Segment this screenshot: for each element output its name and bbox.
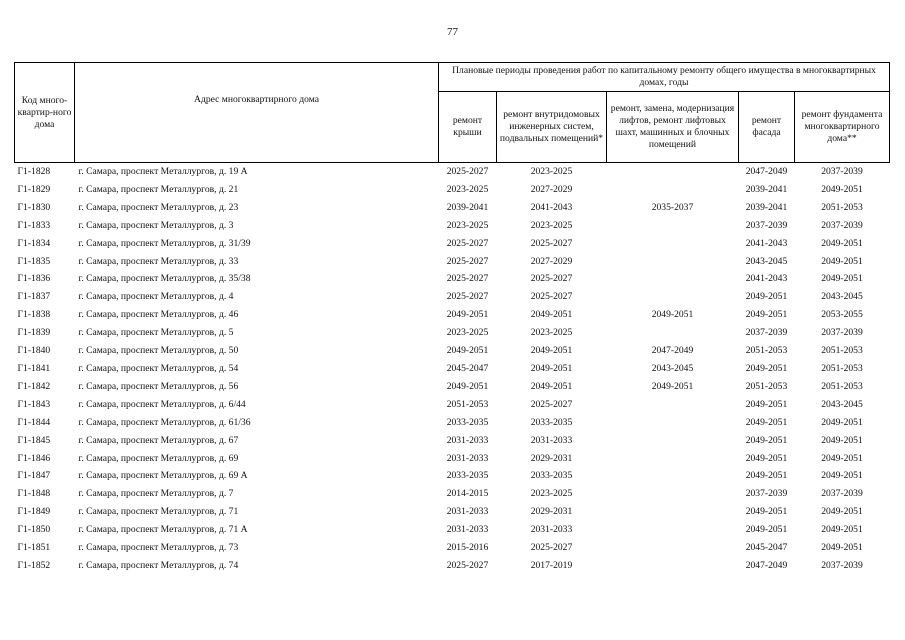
- table-row: [15, 557, 890, 575]
- cell-foundation: 2037-2039: [821, 219, 863, 231]
- cell-systems: 2031-2033: [530, 524, 573, 536]
- cell-roof: 2025-2027: [446, 559, 489, 571]
- cell-roof: 2025-2027: [446, 237, 489, 249]
- cell-facade: 2049-2051: [745, 291, 788, 303]
- table-header: [15, 63, 890, 163]
- cell-lifts: 2047-2049: [651, 345, 694, 357]
- cell-address: г. Самара, проспект Металлургов, д. 50: [78, 345, 239, 357]
- cell-code: Г1-1846: [17, 452, 51, 464]
- cell-code: Г1-1834: [17, 237, 51, 249]
- cell-roof: 2049-2051: [446, 309, 489, 321]
- cell-foundation: 2051-2053: [821, 362, 863, 374]
- cell-lifts: [607, 539, 739, 557]
- cell-lifts: [607, 235, 739, 253]
- table-row: [15, 521, 890, 539]
- cell-address: г. Самара, проспект Металлургов, д. 74: [78, 559, 239, 571]
- table-row: [15, 199, 890, 217]
- table-row: [15, 324, 890, 342]
- page-number: 77: [447, 26, 458, 38]
- cell-systems: 2017-2019: [530, 559, 573, 571]
- cell-facade: 2043-2045: [745, 255, 788, 267]
- cell-roof: 2025-2027: [446, 291, 489, 303]
- cell-lifts: [607, 485, 739, 503]
- cell-systems: 2033-2035: [530, 416, 573, 428]
- cell-facade: 2049-2051: [745, 452, 788, 464]
- header-roof: ремонт крыши: [439, 92, 497, 163]
- cell-address: г. Самара, проспект Металлургов, д. 31/39: [78, 237, 251, 249]
- cell-foundation: 2049-2051: [821, 255, 863, 267]
- cell-address: г. Самара, проспект Металлургов, д. 71 А: [78, 524, 248, 536]
- cell-lifts: [607, 396, 739, 414]
- cell-foundation: 2051-2053: [821, 345, 863, 357]
- cell-systems: 2031-2033: [530, 434, 573, 446]
- header-facade: ремонт фасада: [739, 92, 795, 163]
- cell-lifts: 2049-2051: [651, 309, 694, 321]
- cell-lifts: 2049-2051: [651, 380, 694, 392]
- cell-address: г. Самара, проспект Металлургов, д. 67: [78, 434, 239, 446]
- cell-foundation: 2037-2039: [795, 163, 890, 181]
- cell-code: Г1-1836: [17, 273, 51, 285]
- cell-address: г. Самара, проспект Металлургов, д. 73: [78, 542, 239, 554]
- cell-roof: 2023-2025: [446, 219, 489, 231]
- header-periods: Плановые периоды проведения работ по капитальному ремонту общего имущества в многоквартирных домах, годы: [439, 63, 890, 92]
- cell-code: Г1-1838: [17, 309, 51, 321]
- cell-roof: 2031-2033: [446, 506, 489, 518]
- cell-lifts: [607, 503, 739, 521]
- cell-code: Г1-1839: [17, 327, 51, 339]
- cell-code: Г1-1833: [17, 219, 51, 231]
- cell-foundation: 2043-2045: [821, 398, 863, 410]
- table-row: [15, 378, 890, 396]
- table-row: [15, 450, 890, 468]
- cell-foundation: 2049-2051: [821, 416, 863, 428]
- cell-facade: 2049-2051: [745, 434, 788, 446]
- cell-systems: 2025-2027: [530, 237, 573, 249]
- cell-lifts: [607, 414, 739, 432]
- cell-code: Г1-1828: [15, 163, 75, 181]
- cell-facade: 2041-2043: [745, 273, 788, 285]
- cell-systems: 2025-2027: [530, 542, 573, 554]
- table-row: [15, 342, 890, 360]
- cell-code: Г1-1845: [17, 434, 51, 446]
- cell-systems: 2027-2029: [530, 255, 573, 267]
- cell-roof: 2045-2047: [446, 362, 489, 374]
- cell-facade: 2049-2051: [745, 524, 788, 536]
- cell-facade: 2047-2049: [745, 559, 788, 571]
- cell-facade: 2051-2053: [745, 345, 788, 357]
- table-body: [15, 163, 890, 575]
- cell-code: Г1-1851: [17, 542, 51, 554]
- cell-systems: 2023-2025: [530, 488, 573, 500]
- cell-foundation: 2037-2039: [821, 559, 863, 571]
- cell-address: г. Самара, проспект Металлургов, д. 21: [78, 183, 239, 195]
- cell-foundation: 2049-2051: [821, 183, 863, 195]
- cell-facade: 2051-2053: [745, 380, 788, 392]
- cell-foundation: 2043-2045: [821, 291, 863, 303]
- table-row: [15, 217, 890, 235]
- cell-systems: 2049-2051: [530, 362, 573, 374]
- cell-lifts: [607, 521, 739, 539]
- cell-address: г. Самара, проспект Металлургов, д. 7: [78, 488, 234, 500]
- cell-facade: 2037-2039: [745, 219, 788, 231]
- header-foundation: ремонт фундамента многоквартирного дома**: [795, 92, 890, 163]
- table-row: [15, 270, 890, 288]
- table-row: [15, 181, 890, 199]
- cell-facade: 2049-2051: [745, 416, 788, 428]
- cell-lifts: 2043-2045: [651, 362, 694, 374]
- cell-foundation: 2049-2051: [821, 542, 863, 554]
- table-row: [15, 306, 890, 324]
- cell-code: Г1-1829: [17, 183, 51, 195]
- cell-lifts: [607, 557, 739, 575]
- table-row: [15, 396, 890, 414]
- cell-code: Г1-1837: [17, 291, 51, 303]
- cell-lifts: [607, 324, 739, 342]
- cell-roof: 2049-2051: [446, 345, 489, 357]
- cell-facade: 2041-2043: [745, 237, 788, 249]
- cell-code: Г1-1843: [17, 398, 51, 410]
- cell-roof: 2025-2027: [446, 273, 489, 285]
- cell-facade: 2047-2049: [739, 163, 795, 181]
- cell-address: г. Самара, проспект Металлургов, д. 3: [78, 219, 234, 231]
- cell-foundation: 2049-2051: [821, 506, 863, 518]
- table-row: [15, 163, 890, 181]
- table-row: [15, 485, 890, 503]
- cell-systems: 2025-2027: [530, 291, 573, 303]
- table-row: [15, 360, 890, 378]
- cell-systems: 2027-2029: [530, 183, 573, 195]
- cell-lifts: [607, 163, 739, 181]
- cell-address: г. Самара, проспект Металлургов, д. 69 А: [78, 470, 248, 482]
- cell-code: Г1-1842: [17, 380, 51, 392]
- cell-code: Г1-1850: [17, 524, 51, 536]
- cell-address: г. Самара, проспект Металлургов, д. 69: [78, 452, 239, 464]
- cell-roof: 2031-2033: [446, 524, 489, 536]
- table-row: [15, 539, 890, 557]
- cell-systems: 2023-2025: [530, 327, 573, 339]
- table-row: [15, 432, 890, 450]
- header-lifts: ремонт, замена, модернизация лифтов, ремонт лифтовых шахт, машинных и блочных помещений: [607, 92, 739, 163]
- cell-code: Г1-1848: [17, 488, 51, 500]
- cell-foundation: 2051-2053: [821, 201, 863, 213]
- cell-address: г. Самара, проспект Металлургов, д. 5: [78, 327, 234, 339]
- cell-systems: 2023-2025: [530, 219, 573, 231]
- cell-lifts: [607, 288, 739, 306]
- cell-code: Г1-1852: [17, 559, 51, 571]
- cell-roof: 2051-2053: [446, 398, 489, 410]
- cell-systems: 2049-2051: [530, 345, 573, 357]
- cell-foundation: 2049-2051: [821, 434, 863, 446]
- table-row: [15, 414, 890, 432]
- cell-roof: 2025-2027: [439, 163, 497, 181]
- cell-roof: 2015-2016: [446, 542, 489, 554]
- cell-systems: 2025-2027: [530, 273, 573, 285]
- table-row: [15, 503, 890, 521]
- capital-repair-table: [14, 62, 890, 575]
- cell-foundation: 2049-2051: [821, 470, 863, 482]
- table-row: [15, 235, 890, 253]
- cell-facade: 2049-2051: [745, 398, 788, 410]
- cell-systems: 2049-2051: [530, 309, 573, 321]
- cell-lifts: [607, 253, 739, 271]
- cell-systems: 2023-2025: [497, 163, 607, 181]
- cell-foundation: 2037-2039: [821, 488, 863, 500]
- table-row: [15, 253, 890, 271]
- cell-systems: 2025-2027: [530, 398, 573, 410]
- cell-address: г. Самара, проспект Металлургов, д. 61/36: [78, 416, 251, 428]
- cell-address: г. Самара, проспект Металлургов, д. 54: [78, 362, 239, 374]
- cell-facade: 2039-2041: [745, 201, 788, 213]
- cell-roof: 2031-2033: [446, 452, 489, 464]
- cell-address: г. Самара, проспект Металлургов, д. 56: [78, 380, 239, 392]
- cell-code: Г1-1844: [17, 416, 51, 428]
- cell-lifts: [607, 217, 739, 235]
- cell-address: г. Самара, проспект Металлургов, д. 4: [78, 291, 234, 303]
- cell-roof: 2033-2035: [446, 470, 489, 482]
- cell-roof: 2031-2033: [446, 434, 489, 446]
- cell-lifts: [607, 467, 739, 485]
- cell-foundation: 2049-2051: [821, 237, 863, 249]
- cell-roof: 2025-2027: [446, 255, 489, 267]
- cell-code: Г1-1841: [17, 362, 51, 374]
- cell-roof: 2014-2015: [446, 488, 489, 500]
- cell-foundation: 2049-2051: [821, 273, 863, 285]
- cell-address: г. Самара, проспект Металлургов, д. 6/44: [78, 398, 246, 410]
- table-row: [15, 288, 890, 306]
- cell-roof: 2049-2051: [446, 380, 489, 392]
- cell-lifts: 2035-2037: [651, 201, 694, 213]
- header-systems: ремонт внутридомовых инженерных систем, подвальных помещений*: [497, 92, 607, 163]
- cell-address: г. Самара, проспект Металлургов, д. 35/38: [78, 273, 251, 285]
- cell-facade: 2049-2051: [745, 362, 788, 374]
- cell-lifts: [607, 181, 739, 199]
- cell-address: г. Самара, проспект Металлургов, д. 23: [78, 201, 239, 213]
- cell-code: Г1-1849: [17, 506, 51, 518]
- cell-facade: 2045-2047: [745, 542, 788, 554]
- cell-code: Г1-1830: [17, 201, 51, 213]
- cell-address: г. Самара, проспект Металлургов, д. 33: [78, 255, 239, 267]
- cell-code: Г1-1840: [17, 345, 51, 357]
- cell-code: Г1-1835: [17, 255, 51, 267]
- cell-facade: 2037-2039: [745, 488, 788, 500]
- cell-address: г. Самара, проспект Металлургов, д. 19 А: [75, 163, 439, 181]
- cell-roof: 2033-2035: [446, 416, 489, 428]
- cell-roof: 2023-2025: [446, 183, 489, 195]
- cell-systems: 2033-2035: [530, 470, 573, 482]
- cell-foundation: 2051-2053: [821, 380, 863, 392]
- header-code: Код много-квартир-ного дома: [15, 63, 75, 163]
- cell-facade: 2039-2041: [745, 183, 788, 195]
- cell-systems: 2041-2043: [530, 201, 573, 213]
- cell-facade: 2037-2039: [745, 327, 788, 339]
- cell-facade: 2049-2051: [745, 470, 788, 482]
- cell-foundation: 2049-2051: [821, 524, 863, 536]
- cell-address: г. Самара, проспект Металлургов, д. 71: [78, 506, 239, 518]
- cell-address: г. Самара, проспект Металлургов, д. 46: [78, 309, 239, 321]
- cell-lifts: [607, 450, 739, 468]
- cell-foundation: 2049-2051: [821, 452, 863, 464]
- cell-facade: 2049-2051: [745, 506, 788, 518]
- cell-foundation: 2053-2055: [821, 309, 863, 321]
- cell-systems: 2029-2031: [530, 506, 573, 518]
- cell-lifts: [607, 432, 739, 450]
- cell-systems: 2049-2051: [530, 380, 573, 392]
- cell-lifts: [607, 270, 739, 288]
- cell-roof: 2039-2041: [446, 201, 489, 213]
- table-row: [15, 467, 890, 485]
- cell-systems: 2029-2031: [530, 452, 573, 464]
- cell-roof: 2023-2025: [446, 327, 489, 339]
- cell-code: Г1-1847: [17, 470, 51, 482]
- header-address: Адрес многоквартирного дома: [75, 63, 439, 163]
- cell-foundation: 2037-2039: [821, 327, 863, 339]
- cell-facade: 2049-2051: [745, 309, 788, 321]
